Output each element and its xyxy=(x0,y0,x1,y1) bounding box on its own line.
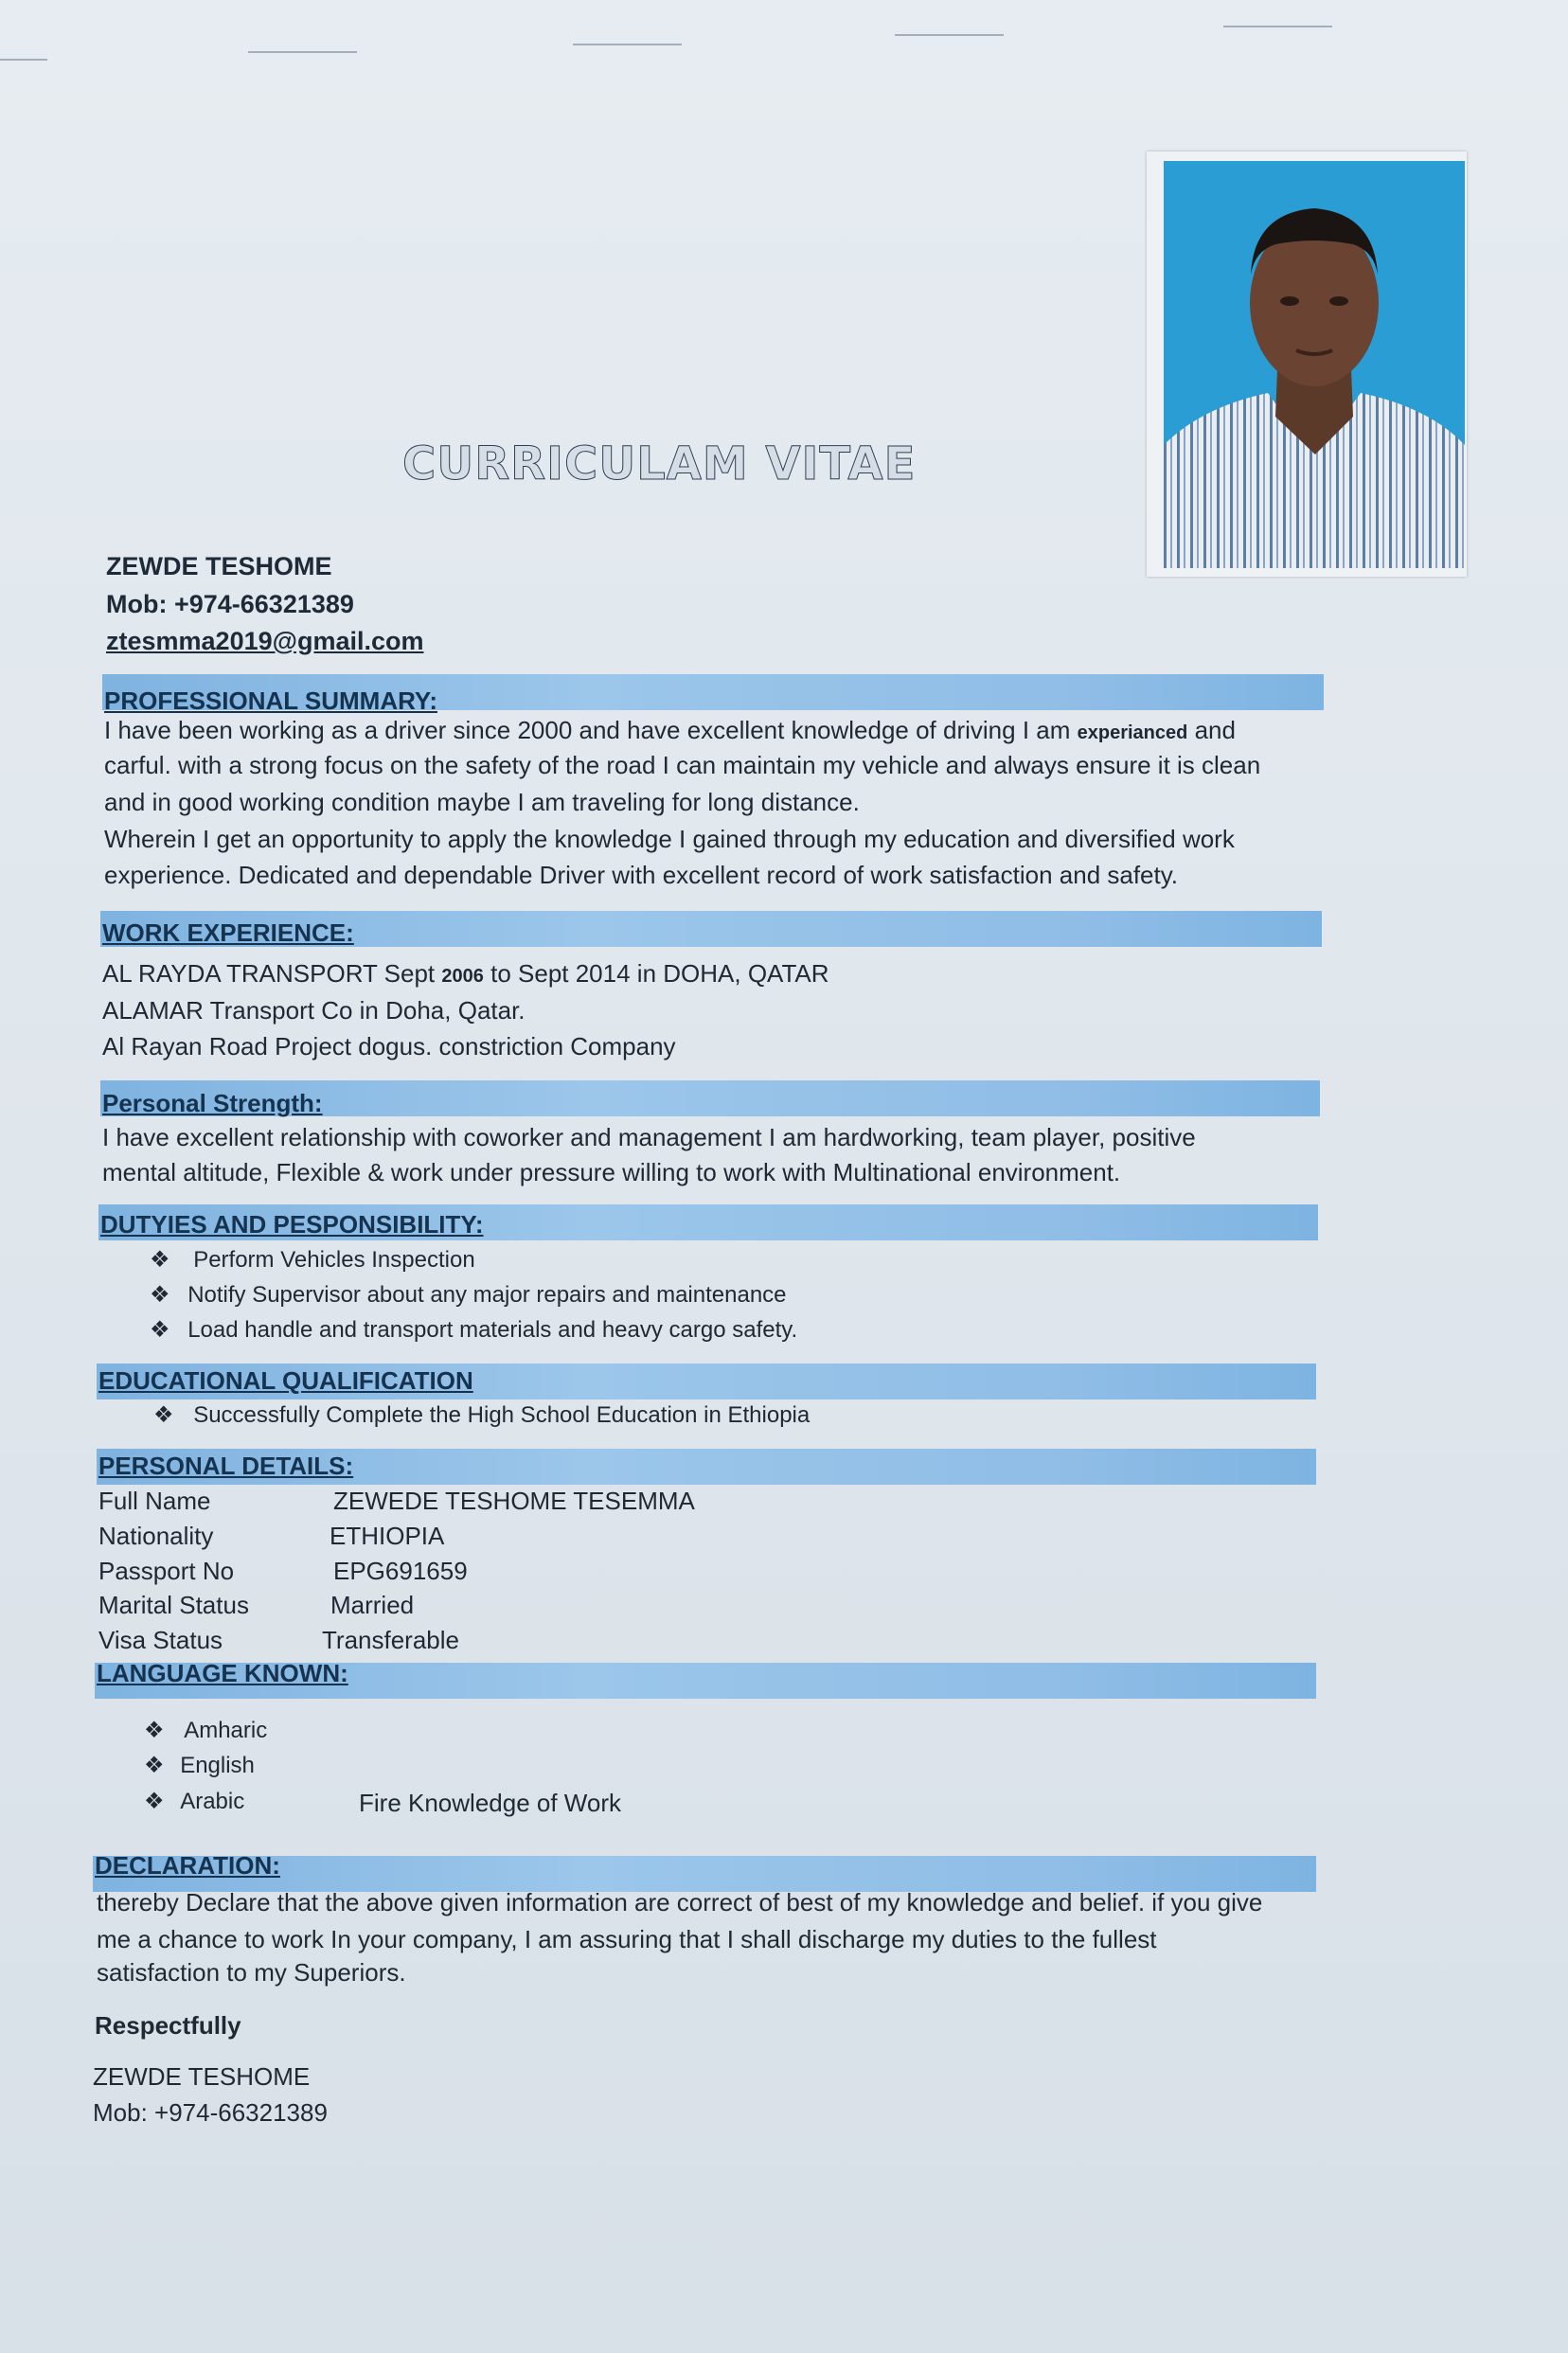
work-text: to Sept 2014 in DOHA, QATAR xyxy=(490,959,829,988)
detail-value: Married xyxy=(330,1591,415,1619)
section-heading-languages: LANGUAGE KNOWN: xyxy=(97,1659,348,1687)
scan-line xyxy=(248,51,357,53)
detail-value: EPG691659 xyxy=(333,1557,468,1585)
four-diamond-bullet-icon: ❖ xyxy=(144,1753,165,1778)
work-item xyxy=(102,959,829,989)
section-heading-work: WORK EXPERIENCE: xyxy=(102,918,354,947)
language-text: Arabic xyxy=(180,1789,245,1814)
declaration-line: satisfaction to my Superiors. xyxy=(97,1958,406,1987)
four-diamond-bullet-icon: ❖ xyxy=(144,1718,165,1743)
scan-line xyxy=(895,34,1004,36)
signature-name: ZEWDE TESHOME xyxy=(93,2062,311,2091)
summary-text: and xyxy=(1194,716,1236,744)
scan-line xyxy=(0,59,47,61)
summary-line: carful. with a strong focus on the safety of the road I can maintain my vehicle and always ensure it is clean xyxy=(104,751,1261,779)
education-item xyxy=(153,1401,810,1429)
summary-text-small: experianced xyxy=(1077,722,1188,743)
work-item: ALAMAR Transport Co in Doha, Qatar. xyxy=(102,996,526,1025)
section-heading-strength: Personal Strength: xyxy=(102,1089,323,1117)
section-heading-declaration: DECLARATION: xyxy=(95,1851,280,1880)
section-heading-education: EDUCATIONAL QUALIFICATION xyxy=(98,1366,473,1395)
four-diamond-bullet-icon: ❖ xyxy=(150,1282,170,1308)
section-heading-duties: DUTYIES AND PESPONSIBILITY: xyxy=(100,1210,484,1239)
signature-mobile: Mob: +974-66321389 xyxy=(93,2098,328,2127)
language-note: Fire Knowledge of Work xyxy=(359,1789,621,1817)
detail-value: ETHIOPIA xyxy=(330,1522,445,1550)
summary-text: I have been working as a driver since 2000 and have excellent knowledge of driving I am xyxy=(104,716,1071,744)
work-item: Al Rayan Road Project dogus. constriction Company xyxy=(102,1032,676,1061)
four-diamond-bullet-icon: ❖ xyxy=(150,1317,170,1343)
work-year: 2006 xyxy=(441,966,484,987)
strength-line: I have excellent relationship with coworker and management I am hardworking, team player, positive xyxy=(102,1123,1196,1151)
profile-photo xyxy=(1147,152,1467,577)
candidate-name: ZEWDE TESHOME xyxy=(106,552,332,580)
email-link[interactable]: ztesmma2019@gmail.com xyxy=(106,627,424,655)
detail-label: Passport No xyxy=(98,1557,235,1585)
duty-text: Load handle and transport materials and heavy cargo safety. xyxy=(187,1317,798,1343)
detail-label: Nationality xyxy=(98,1522,214,1550)
language-item xyxy=(144,1788,244,1815)
language-text: English xyxy=(180,1753,255,1778)
summary-line xyxy=(104,716,1236,745)
document-title: CURRICULAM VITAE xyxy=(402,437,917,490)
four-diamond-bullet-icon: ❖ xyxy=(144,1789,165,1814)
education-text: Successfully Complete the High School Education in Ethiopia xyxy=(193,1402,811,1428)
declaration-line: me a chance to work In your company, I am assuring that I shall discharge my duties to the fullest xyxy=(97,1925,1157,1953)
duty-item xyxy=(150,1281,787,1309)
detail-value: ZEWEDE TESHOME TESEMMA xyxy=(333,1487,695,1515)
scan-line xyxy=(1223,26,1332,27)
strength-line: mental altitude, Flexible & work under pressure willing to work with Multinational environment. xyxy=(102,1158,1121,1186)
summary-line: experience. Dedicated and dependable Driver with excellent record of work satisfaction and safety. xyxy=(104,861,1179,889)
detail-value: Transferable xyxy=(322,1626,459,1654)
duty-item xyxy=(150,1246,475,1274)
four-diamond-bullet-icon: ❖ xyxy=(150,1247,170,1273)
section-heading-summary: PROFESSIONAL SUMMARY: xyxy=(104,686,437,715)
detail-label: Visa Status xyxy=(98,1626,223,1654)
summary-line: Wherein I get an opportunity to apply the knowledge I gained through my education and diversified work xyxy=(104,825,1235,853)
work-text: AL RAYDA TRANSPORT Sept xyxy=(102,959,436,988)
duty-text: Perform Vehicles Inspection xyxy=(193,1247,475,1273)
language-item xyxy=(144,1752,255,1779)
language-text: Amharic xyxy=(184,1718,268,1743)
duty-item xyxy=(150,1316,797,1344)
closing-text: Respectfully xyxy=(95,2011,241,2040)
scan-line xyxy=(573,44,682,45)
declaration-line: thereby Declare that the above given information are correct of best of my knowledge and belief. if you give xyxy=(97,1888,1263,1916)
four-diamond-bullet-icon: ❖ xyxy=(153,1402,174,1428)
summary-line: and in good working condition maybe I am traveling for long distance. xyxy=(104,788,860,816)
duty-text: Notify Supervisor about any major repairs and maintenance xyxy=(187,1282,787,1308)
detail-label: Full Name xyxy=(98,1487,211,1515)
language-item xyxy=(144,1717,267,1744)
detail-label: Marital Status xyxy=(98,1591,249,1619)
section-heading-personal: PERSONAL DETAILS: xyxy=(98,1452,354,1480)
mobile-number: Mob: +974-66321389 xyxy=(106,590,354,618)
